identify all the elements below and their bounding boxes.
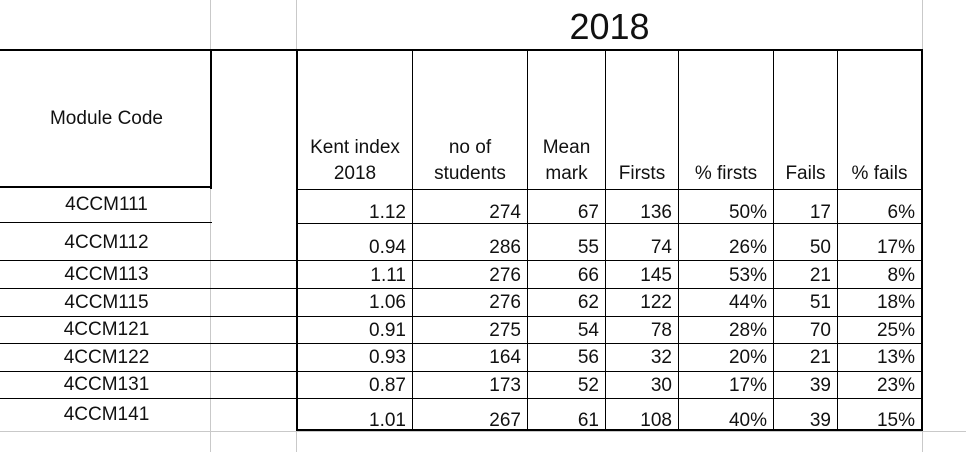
border [0,288,923,289]
fails-cell[interactable]: 39 [809,375,831,396]
module-code-cell[interactable]: 4CCM113 [64,264,149,285]
module-code-cell[interactable]: 4CCM122 [63,347,150,368]
mean-mark-cell[interactable]: 61 [577,410,599,431]
header-kent-index[interactable] [298,135,412,187]
students-cell[interactable]: 276 [489,292,521,313]
border [0,260,923,261]
border [921,49,923,431]
module-code-cell[interactable]: 4CCM131 [63,374,150,395]
pct-firsts-cell[interactable]: 44% [728,292,767,313]
border [210,49,212,189]
pct-fails-cell[interactable]: 15% [876,410,915,431]
students-cell[interactable]: 275 [489,320,521,341]
header-line: Fails [785,163,826,184]
module-code-cell[interactable]: 4CCM115 [64,292,149,313]
kent-index-cell[interactable]: 1.06 [369,292,406,313]
header-line: students [434,163,506,184]
firsts-cell[interactable]: 74 [650,237,672,258]
kent-index-cell[interactable]: 0.93 [369,347,406,368]
header-no-of-students[interactable] [413,135,527,187]
firsts-cell[interactable]: 145 [640,265,672,286]
kent-index-cell[interactable]: 1.12 [369,202,406,223]
border [0,316,923,317]
firsts-cell[interactable]: 30 [650,375,672,396]
header-line: Kent index [310,137,400,158]
kent-index-cell[interactable]: 1.01 [369,410,406,431]
header-fails[interactable] [774,161,837,187]
header-firsts[interactable] [606,161,678,187]
border [0,343,923,344]
kent-index-cell[interactable]: 0.87 [369,375,406,396]
header-line: Firsts [618,163,666,184]
pct-firsts-cell[interactable]: 50% [728,202,767,223]
mean-mark-cell[interactable]: 52 [577,375,599,396]
pct-firsts-cell[interactable]: 17% [728,375,767,396]
pct-fails-cell[interactable]: 13% [876,347,915,368]
fails-cell[interactable]: 51 [809,292,831,313]
border [0,222,212,223]
fails-cell[interactable]: 70 [809,320,831,341]
year-title: 2018 [569,6,650,47]
students-cell[interactable]: 274 [489,202,521,223]
students-cell[interactable]: 276 [489,265,521,286]
header-mean-mark[interactable] [528,135,605,187]
mean-mark-cell[interactable]: 54 [577,320,599,341]
fails-cell[interactable]: 21 [809,265,831,286]
border [0,371,923,372]
kent-index-cell[interactable]: 0.91 [369,320,406,341]
students-cell[interactable]: 267 [489,410,521,431]
pct-firsts-cell[interactable]: 28% [728,320,767,341]
firsts-cell[interactable]: 136 [640,202,672,223]
pct-fails-cell[interactable]: 18% [876,292,915,313]
header-line: % firsts [694,163,758,184]
border [0,49,923,51]
border [0,186,212,188]
firsts-cell[interactable]: 108 [640,410,672,431]
students-cell[interactable]: 164 [489,347,521,368]
fails-cell[interactable]: 17 [809,202,831,223]
mean-mark-cell[interactable]: 55 [577,237,599,258]
mean-mark-cell[interactable]: 62 [577,292,599,313]
module-code-cell[interactable]: 4CCM141 [63,404,150,425]
pct-firsts-cell[interactable]: 40% [728,410,767,431]
fails-cell[interactable]: 50 [809,237,831,258]
firsts-cell[interactable]: 32 [650,347,672,368]
fails-cell[interactable]: 39 [809,410,831,431]
module-code-cell[interactable]: 4CCM112 [64,232,149,253]
pct-fails-cell[interactable]: 23% [876,375,915,396]
kent-index-cell[interactable]: 0.94 [369,237,406,258]
pct-fails-cell[interactable]: 25% [876,320,915,341]
mean-mark-cell[interactable]: 56 [577,347,599,368]
header-line: 2018 [333,163,377,184]
firsts-cell[interactable]: 122 [640,292,672,313]
module-code-header: Module Code [49,108,164,129]
border [296,189,923,190]
mean-mark-cell[interactable]: 67 [577,202,599,223]
fails-cell[interactable]: 21 [809,347,831,368]
header-pct-fails[interactable] [838,161,921,187]
pct-firsts-cell[interactable]: 53% [728,265,767,286]
pct-firsts-cell[interactable]: 26% [728,237,767,258]
header-pct-firsts[interactable] [679,161,773,187]
pct-fails-cell[interactable]: 17% [876,237,915,258]
students-cell[interactable]: 286 [489,237,521,258]
pct-firsts-cell[interactable]: 20% [728,347,767,368]
header-line: Mean [542,137,591,158]
module-code-cell[interactable]: 4CCM121 [63,319,150,340]
mean-mark-cell[interactable]: 66 [577,265,599,286]
header-line: % fails [851,163,908,184]
border [0,398,923,399]
pct-fails-cell[interactable]: 8% [887,265,915,286]
kent-index-cell[interactable]: 1.11 [370,265,406,286]
firsts-cell[interactable]: 78 [650,320,672,341]
pct-fails-cell[interactable]: 6% [887,202,915,223]
module-code-cell[interactable]: 4CCM111 [65,194,148,215]
header-line: mark [545,163,588,184]
students-cell[interactable]: 173 [489,375,521,396]
header-line: no of [448,137,492,158]
